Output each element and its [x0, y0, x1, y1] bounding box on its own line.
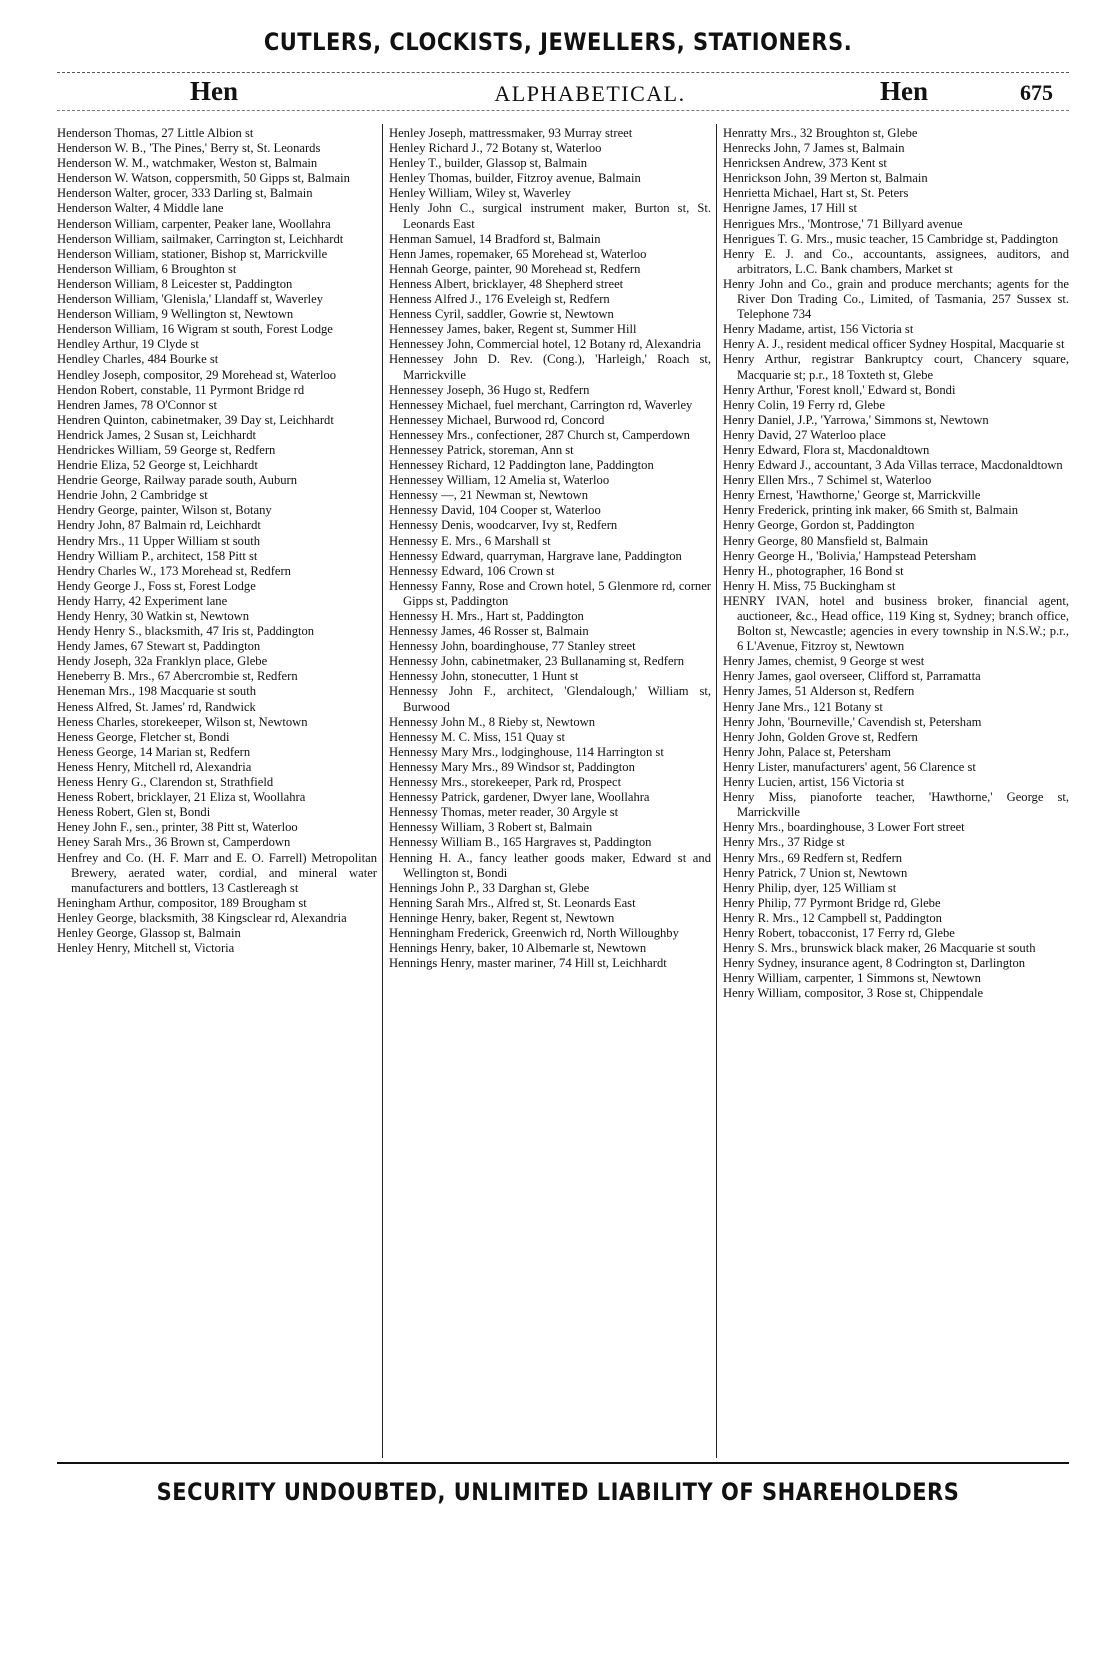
directory-entry: Henry Ellen Mrs., 7 Schimel st, Waterloo [723, 473, 932, 488]
directory-entry: Hendy Henry, 30 Watkin st, Newtown [57, 609, 250, 623]
directory-entry: Henly John C., surgical instrument maker, Burton st, St. Leonards East [389, 201, 711, 231]
directory-entry: Heness Robert, Glen st, Bondi [57, 805, 211, 820]
directory-entry: Henrigues T. G. Mrs., music teacher, 15 Cambridge st, Paddington [723, 231, 1059, 246]
directory-entry: Henderson W. B., 'The Pines,' Berry st, St. Leonards [57, 141, 321, 156]
directory-entry: Hennessey Patrick, storeman, Ann st [389, 442, 574, 457]
directory-entry: Hennessy Denis, woodcarver, Ivy st, Redfern [389, 518, 618, 533]
directory-entry: Henley William, Wiley st, Waverley [389, 186, 571, 201]
directory-entry: Henderson Walter, 4 Middle lane [57, 201, 224, 216]
directory-entry: Henley T., builder, Glassop st, Balmain [389, 156, 588, 171]
directory-entry: Henrigues Mrs., 'Montrose,' 71 Billyard avenue [723, 216, 963, 231]
directory-entry: Henfrey and Co. (H. F. Marr and E. O. Farrell) Metropolitan Brewery, aerated water, cordial, and mineral water manufacturers and bottlers, 13 Castlereagh st [57, 850, 377, 895]
directory-entry: Heness George, 14 Marian st, Redfern [57, 744, 251, 759]
directory-entry: Henning Sarah Mrs., Alfred st, St. Leonards East [389, 895, 636, 910]
directory-entry: Hennessey William, 12 Amelia st, Waterloo [389, 473, 610, 488]
top-advert-banner: CUTLERS, CLOCKISTS, JEWELLERS, STATIONERS. [263, 28, 853, 56]
directory-entry: Henry John, Palace st, Petersham [723, 744, 891, 759]
directory-entry: Henderson Walter, grocer, 333 Darling st, Balmain [57, 186, 313, 201]
header-rule-bottom [57, 110, 1069, 111]
directory-entry: Hennessy Mrs., storekeeper, Park rd, Prospect [389, 775, 622, 790]
directory-entry: Heness Henry G., Clarendon st, Strathfield [57, 775, 274, 790]
directory-entry: Hendy Harry, 42 Experiment lane [57, 593, 228, 608]
directory-entry: Hendley Arthur, 19 Clyde st [57, 337, 199, 352]
directory-entry: Hennessy H. Mrs., Hart st, Paddington [389, 609, 584, 623]
directory-entry: Hennessey Michael, fuel merchant, Carrington rd, Waverley [389, 397, 693, 412]
directory-entry: Henry George, Gordon st, Paddington [723, 518, 915, 533]
directory-entry: Hennessy William B., 165 Hargraves st, Paddington [389, 835, 652, 850]
directory-entry: Hendren James, 78 O'Connor st [57, 397, 218, 412]
directory-entry: Hendy James, 67 Stewart st, Paddington [57, 639, 261, 654]
directory-entry: Hendren Quinton, cabinetmaker, 39 Day st, Leichhardt [57, 412, 334, 427]
directory-entry: Hennessy Thomas, meter reader, 30 Argyle st [389, 805, 619, 820]
directory-entry: Henry James, gaol overseer, Clifford st, Parramatta [723, 669, 981, 684]
header-rule-top [57, 72, 1069, 73]
directory-entry: Henry Mrs., 69 Redfern st, Redfern [723, 850, 903, 865]
directory-entry: Hendon Robert, constable, 11 Pyrmont Bridge rd [57, 382, 305, 397]
directory-entry: Hendrickes William, 59 George st, Redfern [57, 442, 276, 457]
directory-entry: Heneberry B. Mrs., 67 Abercrombie st, Redfern [57, 669, 298, 684]
directory-entry: Hennessy James, 46 Rosser st, Balmain [389, 624, 589, 639]
directory-entry: Henley Joseph, mattressmaker, 93 Murray street [389, 126, 633, 140]
bottom-advert-banner: SECURITY UNDOUBTED, UNLIMITED LIABILITY OF SHAREHOLDERS [156, 1478, 960, 1506]
directory-entry: Henry Edward, Flora st, Macdonaldtown [723, 442, 930, 457]
directory-entry: Hennessy John, stonecutter, 1 Hunt st [389, 669, 579, 684]
directory-entry: Heneman Mrs., 198 Macquarie st south [57, 684, 257, 699]
directory-entry: Henry George, 80 Mansfield st, Balmain [723, 533, 929, 548]
directory-entry: Heningham Arthur, compositor, 189 Brougham st [57, 895, 307, 910]
directory-entry: Henry Lister, manufacturers' agent, 56 Clarence st [723, 759, 976, 774]
directory-entry: Henley George, blacksmith, 38 Kingsclear rd, Alexandria [57, 910, 347, 925]
directory-entry: Henry Ernest, 'Hawthorne,' George st, Marrickville [723, 488, 981, 503]
directory-entry: Henratty Mrs., 32 Broughton st, Glebe [723, 126, 918, 140]
directory-entry: Heness Charles, storekeeper, Wilson st, Newtown [57, 714, 308, 729]
directory-entry: Hennings Henry, master mariner, 74 Hill st, Leichhardt [389, 956, 667, 971]
directory-entry: Henry Jane Mrs., 121 Botany st [723, 699, 883, 714]
directory-entry: Henrigne James, 17 Hill st [723, 201, 857, 216]
directory-entry: Henry William, carpenter, 1 Simmons st, Newtown [723, 971, 981, 986]
directory-column-3 [723, 126, 1069, 1454]
directory-entry: Henness Cyril, saddler, Gowrie st, Newtown [389, 307, 614, 322]
directory-entry: Hennessy Patrick, gardener, Dwyer lane, Woollahra [389, 790, 650, 805]
directory-entry: Heness Henry, Mitchell rd, Alexandria [57, 759, 252, 774]
directory-entry: Hennessy David, 104 Cooper st, Waterloo [389, 503, 601, 518]
directory-entry: Henry Arthur, registrar Bankruptcy court, Chancery square, Macquarie st; p.r., 18 Toxteth st, Glebe [723, 352, 1069, 382]
directory-entry: Hennessy Edward, quarryman, Hargrave lane, Paddington [389, 548, 682, 563]
directory-entry: Henry Lucien, artist, 156 Victoria st [723, 775, 905, 790]
directory-entry: Henninge Henry, baker, Regent st, Newtown [389, 910, 615, 925]
directory-entry: Henness Alfred J., 176 Eveleigh st, Redfern [389, 292, 610, 307]
directory-entry: Henry Patrick, 7 Union st, Newtown [723, 865, 908, 880]
directory-entry: Henderson W. Watson, coppersmith, 50 Gipps st, Balmain [57, 171, 350, 186]
directory-entry: Henderson William, 8 Leicester st, Paddington [57, 276, 293, 291]
directory-entry: Henry John, 'Bourneville,' Cavendish st, Petersham [723, 714, 982, 729]
directory-entry: Hennessy William, 3 Robert st, Balmain [389, 820, 593, 835]
directory-entry: Hendrie John, 2 Cambridge st [57, 488, 208, 503]
directory-entry: Hennings John P., 33 Darghan st, Glebe [389, 880, 590, 895]
directory-entry: Henry Robert, tobacconist, 17 Ferry rd, Glebe [723, 925, 955, 940]
page-number: 675 [1020, 80, 1053, 105]
directory-entry: Hennessey Mrs., confectioner, 287 Church st, Camperdown [389, 427, 690, 442]
directory-entry: Hennessey Michael, Burwood rd, Concord [389, 412, 605, 427]
directory-entry: Hennessy John M., 8 Rieby st, Newtown [389, 714, 596, 729]
directory-entry: Henry James, 51 Alderson st, Redfern [723, 684, 915, 699]
directory-entry: Heness George, Fletcher st, Bondi [57, 729, 230, 744]
directory-entry: Hennessy John F., architect, 'Glendalough,' William st, Burwood [389, 684, 711, 714]
directory-entry: Henn James, ropemaker, 65 Morehead st, Waterloo [389, 246, 647, 261]
directory-entry: Hennessy John, cabinetmaker, 23 Bullanaming st, Redfern [389, 654, 685, 669]
directory-entry: Hennessy Fanny, Rose and Crown hotel, 5 Glenmore rd, corner Gipps st, Paddington [389, 578, 711, 608]
directory-entry: Hennessy M. C. Miss, 151 Quay st [389, 729, 565, 744]
directory-entry: Henman Samuel, 14 Bradford st, Balmain [389, 231, 601, 246]
directory-entry: Hennessy E. Mrs., 6 Marshall st [389, 533, 551, 548]
column-divider [382, 124, 383, 1458]
directory-entry: Hennessy Edward, 106 Crown st [389, 563, 555, 578]
directory-entry: Henry H., photographer, 16 Bond st [723, 563, 904, 578]
directory-entry: Henry Miss, pianoforte teacher, 'Hawthorne,' George st, Marrickville [723, 790, 1069, 820]
header-left-keyword: Hen [190, 76, 239, 106]
directory-entry: Henderson William, stationer, Bishop st, Marrickville [57, 246, 328, 261]
directory-entry: Hendrick James, 2 Susan st, Leichhardt [57, 427, 257, 442]
directory-entry: Hennessey John, Commercial hotel, 12 Botany rd, Alexandria [389, 337, 701, 352]
header-right-keyword: Hen [880, 76, 929, 106]
directory-entry: Hendley Charles, 484 Bourke st [57, 352, 219, 367]
directory-entry: Henderson William, 9 Wellington st, Newtown [57, 307, 294, 322]
directory-column-1 [57, 126, 377, 1454]
directory-entry: Henry Frederick, printing ink maker, 66 Smith st, Balmain [723, 503, 1019, 518]
directory-entry: Henderson William, carpenter, Peaker lane, Woollahra [57, 216, 331, 231]
directory-entry: Henry E. J. and Co., accountants, assignees, auditors, and arbitrators, L.C. Bank chambers, Market st [723, 246, 1069, 276]
directory-entry: Henderson W. M., watchmaker, Weston st, Balmain [57, 156, 318, 171]
directory-entry: Hennessey Richard, 12 Paddington lane, Paddington [389, 458, 654, 473]
directory-entry: Hendy George J., Foss st, Forest Lodge [57, 578, 256, 593]
directory-entry: Heney Sarah Mrs., 36 Brown st, Camperdown [57, 835, 291, 850]
directory-entry: Henry H. Miss, 75 Buckingham st [723, 578, 896, 593]
directory-entry: Henry Philip, 77 Pyrmont Bridge rd, Glebe [723, 895, 941, 910]
footer-rule [57, 1462, 1069, 1464]
directory-entry: Henningham Frederick, Greenwich rd, North Willoughby [389, 925, 679, 940]
directory-entry: Henness Albert, bricklayer, 48 Shepherd street [389, 276, 624, 291]
directory-entry: Henry James, chemist, 9 George st west [723, 654, 925, 669]
directory-entry: Henry Edward J., accountant, 3 Ada Villas terrace, Macdonaldtown [723, 458, 1063, 473]
directory-entry: Hendry George, painter, Wilson st, Botany [57, 503, 272, 518]
directory-entry: Hendry Charles W., 173 Morehead st, Redfern [57, 563, 291, 578]
directory-entry: Hennessey James, baker, Regent st, Summer Hill [389, 322, 637, 337]
directory-entry: Henry William, compositor, 3 Rose st, Chippendale [723, 986, 984, 1001]
directory-entry: Henry John and Co., grain and produce merchants; agents for the River Don Trading Co., Limited, of Tasmania, 257 Sussex st. Telephone 734 [723, 276, 1069, 322]
directory-entry: Henning H. A., fancy leather goods maker, Edward st and Wellington st, Bondi [389, 850, 711, 880]
directory-entry: Hendy Joseph, 32a Franklyn place, Glebe [57, 654, 268, 669]
directory-entry: Henrecks John, 7 James st, Balmain [723, 141, 905, 156]
directory-entry: Hennessy John, boardinghouse, 77 Stanley street [389, 639, 636, 654]
directory-entry: Hendrie George, Railway parade south, Auburn [57, 473, 298, 488]
directory-entry: Henderson William, 16 Wigram st south, Forest Lodge [57, 322, 333, 337]
directory-entry: Henry Arthur, 'Forest knoll,' Edward st, Bondi [723, 382, 956, 397]
directory-entry: Henry John, Golden Grove st, Redfern [723, 729, 918, 744]
directory-column-2 [389, 126, 711, 1454]
directory-entry: Henley Thomas, builder, Fitzroy avenue, Balmain [389, 171, 641, 186]
directory-entry: Henry Colin, 19 Ferry rd, Glebe [723, 397, 885, 412]
directory-entry: Henry Daniel, J.P., 'Yarrowa,' Simmons st, Newtown [723, 412, 989, 427]
directory-entry: Hendy Henry S., blacksmith, 47 Iris st, Paddington [57, 624, 315, 639]
directory-entry: Hendry John, 87 Balmain rd, Leichhardt [57, 518, 261, 533]
directory-entry: Hendry Mrs., 11 Upper William st south [57, 533, 261, 548]
directory-entry: Henry George H., 'Bolivia,' Hampstead Petersham [723, 548, 977, 563]
directory-entry: Hennessy —, 21 Newman st, Newtown [389, 488, 589, 503]
directory-entry: Henricksen Andrew, 373 Kent st [723, 156, 887, 171]
directory-entry: Henrietta Michael, Hart st, St. Peters [723, 186, 909, 201]
directory-entry: Henley George, Glassop st, Balmain [57, 925, 241, 940]
directory-entry: Henry Philip, dyer, 125 William st [723, 880, 897, 895]
directory-entry: Heness Robert, bricklayer, 21 Eliza st, Woollahra [57, 790, 306, 805]
directory-entry: Hennessey John D. Rev. (Cong.), 'Harleigh,' Roach st, Marrickville [389, 352, 711, 382]
directory-entry: Henley Henry, Mitchell st, Victoria [57, 941, 235, 956]
directory-entry: Hennah George, painter, 90 Morehead st, Redfern [389, 261, 641, 276]
column-divider [716, 124, 717, 1458]
directory-entry: Henderson William, 6 Broughton st [57, 261, 237, 276]
directory-entry: Henderson Thomas, 27 Little Albion st [57, 126, 254, 140]
directory-entry: Hendry William P., architect, 158 Pitt st [57, 548, 258, 563]
directory-entry: Hennessy Mary Mrs., 89 Windsor st, Paddington [389, 759, 635, 774]
directory-entry: Henry A. J., resident medical officer Sydney Hospital, Macquarie st [723, 337, 1065, 352]
directory-entry: Henderson William, 'Glenisla,' Llandaff st, Waverley [57, 292, 324, 307]
directory-entry: Hendrie Eliza, 52 George st, Leichhardt [57, 458, 258, 473]
directory-entry: Henrickson John, 39 Merton st, Balmain [723, 171, 928, 186]
directory-entry: Henley Richard J., 72 Botany st, Waterloo [389, 141, 602, 156]
directory-entry: Henry David, 27 Waterloo place [723, 427, 886, 442]
directory-entry: Henderson William, sailmaker, Carrington st, Leichhardt [57, 231, 344, 246]
directory-entry: Heney John F., sen., printer, 38 Pitt st, Waterloo [57, 820, 298, 835]
directory-entry: Henry Sydney, insurance agent, 8 Codrington st, Darlington [723, 956, 1026, 971]
directory-entry: Hennings Henry, baker, 10 Albemarle st, Newtown [389, 941, 647, 956]
directory-entry: Hennessy Mary Mrs., lodginghouse, 114 Harrington st [389, 744, 664, 759]
directory-entry: Henry Mrs., boardinghouse, 3 Lower Fort street [723, 820, 965, 835]
directory-entry: Henry S. Mrs., brunswick black maker, 26 Macquarie st south [723, 941, 1036, 956]
directory-entry: Henry R. Mrs., 12 Campbell st, Paddington [723, 910, 942, 925]
directory-entry: Henry Mrs., 37 Ridge st [723, 835, 845, 850]
directory-entry: Hendley Joseph, compositor, 29 Morehead st, Waterloo [57, 367, 337, 382]
header-section-title: ALPHABETICAL. [494, 81, 686, 106]
directory-entry: HENRY IVAN, hotel and business broker, financial agent, auctioneer, &c., Head office, 119 King st, Sydney; branch office, Bolton st, Newcastle; agencies in every township in N.S.W.; p.r., 6 L'Avenue, Fitzroy st, Newtown [723, 593, 1069, 654]
directory-entry: Hennessey Joseph, 36 Hugo st, Redfern [389, 382, 590, 397]
directory-entry: Henry Madame, artist, 156 Victoria st [723, 322, 914, 337]
directory-entry: Heness Alfred, St. James' rd, Randwick [57, 699, 256, 714]
